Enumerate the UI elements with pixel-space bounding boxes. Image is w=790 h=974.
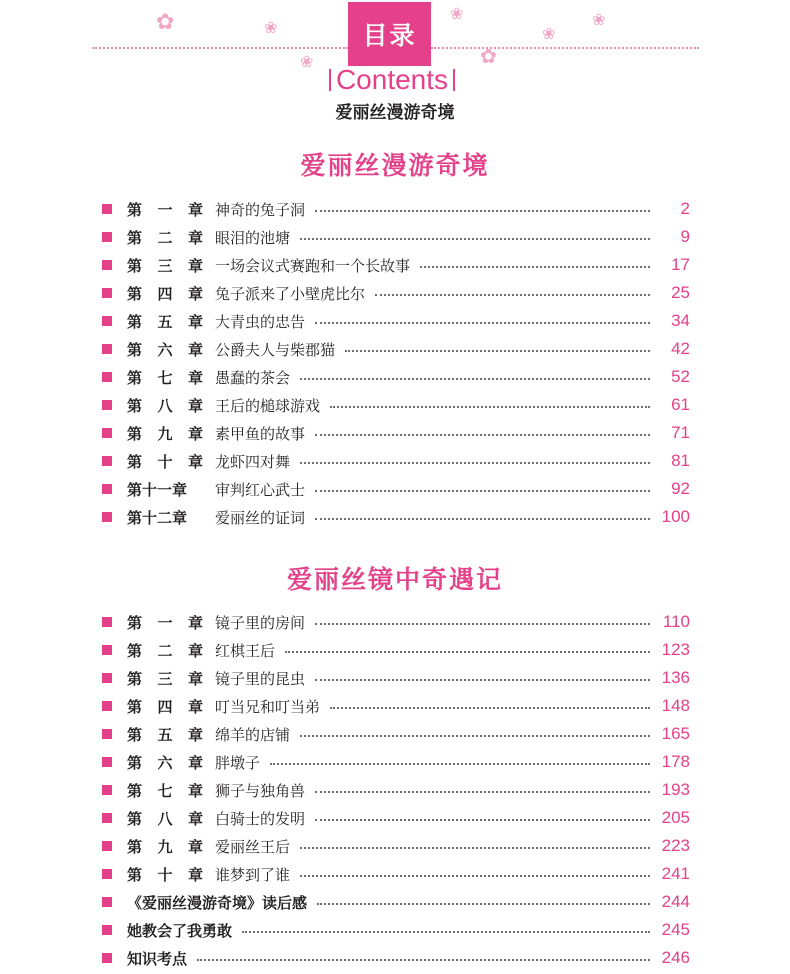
page-number: 81 bbox=[671, 451, 690, 470]
toc-row[interactable] bbox=[100, 195, 690, 223]
chapter-char: 第 bbox=[127, 809, 143, 828]
page-number: 71 bbox=[671, 423, 690, 442]
chapter-number bbox=[127, 199, 203, 220]
dot-leader bbox=[300, 238, 650, 240]
page-number: 223 bbox=[661, 836, 690, 855]
dotted-divider-left bbox=[92, 47, 348, 49]
chapter-char: 四 bbox=[157, 284, 173, 303]
chapter-title: 神奇的兔子洞 bbox=[215, 200, 306, 219]
dot-leader bbox=[375, 294, 650, 296]
chapter-title: 叮当兄和叮当弟 bbox=[215, 697, 321, 716]
dot-leader bbox=[315, 210, 650, 212]
chapter-number bbox=[127, 836, 203, 857]
square-bullet bbox=[102, 512, 112, 522]
chapter-char: 第 bbox=[127, 781, 143, 800]
chapter-title: 爱丽丝的证词 bbox=[215, 508, 306, 527]
square-bullet bbox=[102, 484, 112, 494]
chapter-char: 章 bbox=[187, 613, 203, 632]
toc-row[interactable] bbox=[100, 475, 690, 503]
chapter-number bbox=[127, 640, 203, 661]
toc-row-extra[interactable] bbox=[100, 916, 690, 944]
square-bullet bbox=[102, 701, 112, 711]
chapter-char: 第 bbox=[127, 865, 143, 884]
chapter-title: 谁梦到了谁 bbox=[215, 865, 291, 884]
square-bullet bbox=[102, 785, 112, 795]
toc-row[interactable] bbox=[100, 503, 690, 531]
chapter-title: 龙虾四对舞 bbox=[215, 452, 291, 471]
chapter-char: 十 bbox=[157, 865, 173, 884]
chapter-char: 二 bbox=[157, 641, 173, 660]
toc-row[interactable] bbox=[100, 307, 690, 335]
chapter-char: 七 bbox=[157, 368, 173, 387]
page-number: 42 bbox=[671, 339, 690, 358]
dot-leader bbox=[315, 490, 650, 492]
toc-row[interactable] bbox=[100, 776, 690, 804]
chapter-char: 章 bbox=[187, 284, 203, 303]
extra-title: 知识考点 bbox=[127, 949, 188, 968]
dot-leader bbox=[330, 406, 650, 408]
chapter-char: 章 bbox=[187, 368, 203, 387]
chapter-char: 三 bbox=[157, 669, 173, 688]
toc-row[interactable] bbox=[100, 720, 690, 748]
flower-icon: ❀ bbox=[450, 4, 464, 23]
chapter-char: 第十二章 bbox=[127, 508, 188, 527]
chapter-char: 一 bbox=[157, 613, 173, 632]
page-number: 17 bbox=[671, 255, 690, 274]
chapter-title: 审判红心武士 bbox=[215, 480, 306, 499]
chapter-char: 章 bbox=[187, 669, 203, 688]
chapter-char: 章 bbox=[187, 781, 203, 800]
chapter-number bbox=[127, 864, 203, 885]
chapter-number bbox=[127, 479, 203, 500]
chapter-char: 第 bbox=[127, 725, 143, 744]
chapter-char: 第 bbox=[127, 368, 143, 387]
chapter-title: 公爵夫人与柴郡猫 bbox=[215, 340, 336, 359]
page-number: 9 bbox=[680, 227, 690, 246]
dot-leader bbox=[300, 462, 650, 464]
chapter-number bbox=[127, 367, 203, 388]
square-bullet bbox=[102, 456, 112, 466]
contents-label bbox=[318, 64, 466, 96]
toc-row[interactable] bbox=[100, 636, 690, 664]
chapter-char: 章 bbox=[187, 725, 203, 744]
chapter-char: 第 bbox=[127, 256, 143, 275]
square-bullet bbox=[102, 925, 112, 935]
page-number: 123 bbox=[661, 640, 690, 659]
chapter-char: 第 bbox=[127, 697, 143, 716]
chapter-char: 四 bbox=[157, 697, 173, 716]
chapter-char: 第十一章 bbox=[127, 480, 188, 499]
dot-leader bbox=[300, 847, 650, 849]
dot-leader bbox=[315, 623, 650, 625]
chapter-title: 大青虫的忠告 bbox=[215, 312, 306, 331]
toc-row[interactable] bbox=[100, 608, 690, 636]
chapter-char: 第 bbox=[127, 613, 143, 632]
page-number: 246 bbox=[661, 948, 690, 967]
chapter-number bbox=[127, 808, 203, 829]
square-bullet bbox=[102, 645, 112, 655]
chapter-char: 七 bbox=[157, 781, 173, 800]
chapter-number bbox=[127, 724, 203, 745]
chapter-char: 章 bbox=[187, 865, 203, 884]
flower-icon: ❀ bbox=[592, 10, 606, 29]
chapter-title: 狮子与独角兽 bbox=[215, 781, 306, 800]
chapter-char: 章 bbox=[187, 809, 203, 828]
chapter-number bbox=[127, 451, 203, 472]
square-bullet bbox=[102, 400, 112, 410]
chapter-char: 章 bbox=[187, 256, 203, 275]
chapter-char: 九 bbox=[157, 837, 173, 856]
chapter-number bbox=[127, 283, 203, 304]
page-number: 193 bbox=[661, 780, 690, 799]
toc-row[interactable] bbox=[100, 363, 690, 391]
toc-row-extra[interactable] bbox=[100, 944, 690, 972]
chapter-char: 第 bbox=[127, 452, 143, 471]
chapter-char: 一 bbox=[157, 200, 173, 219]
page-number: 245 bbox=[661, 920, 690, 939]
chapter-char: 第 bbox=[127, 424, 143, 443]
toc-row[interactable] bbox=[100, 692, 690, 720]
page-number: 110 bbox=[662, 612, 690, 631]
page-number: 178 bbox=[661, 752, 690, 771]
chapter-title: 红棋王后 bbox=[215, 641, 276, 660]
square-bullet bbox=[102, 288, 112, 298]
chapter-title: 镜子里的昆虫 bbox=[215, 669, 306, 688]
chapter-char: 第 bbox=[127, 669, 143, 688]
chapter-char: 六 bbox=[157, 753, 173, 772]
flower-icon: ❀ bbox=[264, 18, 278, 37]
flower-icon: ❀ bbox=[300, 52, 314, 71]
chapter-char: 章 bbox=[187, 312, 203, 331]
toc-row[interactable] bbox=[100, 279, 690, 307]
toc-row[interactable] bbox=[100, 335, 690, 363]
chapter-char: 章 bbox=[187, 396, 203, 415]
chapter-char: 章 bbox=[187, 753, 203, 772]
chapter-number bbox=[127, 780, 203, 801]
square-bullet bbox=[102, 204, 112, 214]
dot-leader bbox=[300, 735, 650, 737]
chapter-title: 愚蠢的茶会 bbox=[215, 368, 291, 387]
dot-leader bbox=[315, 518, 650, 520]
toc-row[interactable] bbox=[100, 251, 690, 279]
flower-icon: ❀ bbox=[542, 24, 556, 43]
chapter-char: 八 bbox=[157, 809, 173, 828]
dot-leader bbox=[300, 875, 650, 877]
chapter-title: 胖墩子 bbox=[215, 753, 261, 772]
square-bullet bbox=[102, 232, 112, 242]
chapter-char: 六 bbox=[157, 340, 173, 359]
chapter-char: 章 bbox=[187, 641, 203, 660]
page-number: 244 bbox=[661, 892, 690, 911]
chapter-title: 一场会议式赛跑和一个长故事 bbox=[215, 256, 411, 275]
chapter-char: 第 bbox=[127, 228, 143, 247]
toc-row[interactable] bbox=[100, 223, 690, 251]
toc-row[interactable] bbox=[100, 391, 690, 419]
chapter-char: 五 bbox=[157, 725, 173, 744]
chapter-char: 十 bbox=[157, 452, 173, 471]
chapter-char: 第 bbox=[127, 340, 143, 359]
chapter-char: 章 bbox=[187, 200, 203, 219]
page-title: 目录 bbox=[348, 2, 431, 66]
chapter-char: 八 bbox=[157, 396, 173, 415]
dot-leader bbox=[315, 434, 650, 436]
square-bullet bbox=[102, 813, 112, 823]
square-bullet bbox=[102, 953, 112, 963]
toc-row[interactable] bbox=[100, 832, 690, 860]
chapter-char: 章 bbox=[187, 697, 203, 716]
page-number: 241 bbox=[661, 864, 690, 883]
square-bullet bbox=[102, 673, 112, 683]
square-bullet bbox=[102, 841, 112, 851]
square-bullet bbox=[102, 617, 112, 627]
dot-leader bbox=[317, 903, 650, 905]
dot-leader bbox=[197, 959, 650, 961]
dot-leader bbox=[270, 763, 650, 765]
square-bullet bbox=[102, 372, 112, 382]
chapter-number bbox=[127, 668, 203, 689]
dot-leader bbox=[420, 266, 650, 268]
chapter-title: 白骑士的发明 bbox=[215, 809, 306, 828]
page-number: 61 bbox=[671, 395, 690, 414]
toc-row-extra[interactable] bbox=[100, 888, 690, 916]
chapter-number bbox=[127, 612, 203, 633]
page-number: 205 bbox=[661, 808, 690, 827]
contents-text: Contents bbox=[335, 64, 449, 95]
chapter-char: 三 bbox=[157, 256, 173, 275]
chapter-char: 章 bbox=[187, 340, 203, 359]
divider-bar bbox=[329, 69, 331, 91]
chapter-char: 章 bbox=[187, 228, 203, 247]
page-number: 165 bbox=[661, 724, 690, 743]
chapter-title: 眼泪的池塘 bbox=[215, 228, 291, 247]
page-number: 2 bbox=[680, 199, 690, 218]
section-title: 爱丽丝镜中奇遇记 bbox=[286, 565, 503, 594]
page-number: 148 bbox=[661, 696, 690, 715]
page-number: 34 bbox=[671, 311, 690, 330]
chapter-number bbox=[127, 507, 203, 528]
chapter-title: 素甲鱼的故事 bbox=[215, 424, 306, 443]
chapter-char: 第 bbox=[127, 837, 143, 856]
square-bullet bbox=[102, 897, 112, 907]
chapter-char: 章 bbox=[187, 452, 203, 471]
chapter-char: 第 bbox=[127, 396, 143, 415]
extra-title: 她教会了我勇敢 bbox=[127, 921, 233, 940]
square-bullet bbox=[102, 869, 112, 879]
square-bullet bbox=[102, 344, 112, 354]
chapter-title: 兔子派来了小壁虎比尔 bbox=[215, 284, 366, 303]
dot-leader bbox=[330, 707, 650, 709]
dot-leader bbox=[315, 791, 650, 793]
chapter-title: 绵羊的店铺 bbox=[215, 725, 291, 744]
chapter-char: 章 bbox=[187, 424, 203, 443]
page-number: 92 bbox=[671, 479, 690, 498]
toc-row[interactable] bbox=[100, 419, 690, 447]
chapter-number bbox=[127, 311, 203, 332]
chapter-number bbox=[127, 395, 203, 416]
chapter-char: 第 bbox=[127, 641, 143, 660]
dot-leader bbox=[315, 322, 650, 324]
chapter-title: 爱丽丝王后 bbox=[215, 837, 291, 856]
chapter-char: 第 bbox=[127, 200, 143, 219]
section-title: 爱丽丝漫游奇境 bbox=[300, 151, 490, 180]
toc-row[interactable] bbox=[100, 664, 690, 692]
dot-leader bbox=[345, 350, 650, 352]
dot-leader bbox=[285, 651, 650, 653]
chapter-number bbox=[127, 227, 203, 248]
toc-row[interactable] bbox=[100, 447, 690, 475]
toc-row[interactable] bbox=[100, 748, 690, 776]
chapter-char: 九 bbox=[157, 424, 173, 443]
toc-header bbox=[0, 0, 790, 130]
chapter-char: 章 bbox=[187, 837, 203, 856]
dot-leader bbox=[315, 819, 650, 821]
square-bullet bbox=[102, 428, 112, 438]
square-bullet bbox=[102, 260, 112, 270]
flower-icon: ✿ bbox=[156, 10, 175, 35]
chapter-title: 王后的槌球游戏 bbox=[215, 396, 321, 415]
chapter-number bbox=[127, 339, 203, 360]
dotted-divider-right bbox=[431, 47, 699, 49]
toc-list bbox=[100, 608, 690, 972]
page-number: 25 bbox=[671, 283, 690, 302]
dot-leader bbox=[300, 378, 650, 380]
chapter-char: 五 bbox=[157, 312, 173, 331]
chapter-char: 第 bbox=[127, 753, 143, 772]
flower-icon: ✿ bbox=[480, 44, 497, 68]
chapter-title: 镜子里的房间 bbox=[215, 613, 306, 632]
page-number: 100 bbox=[661, 507, 690, 526]
chapter-number bbox=[127, 752, 203, 773]
square-bullet bbox=[102, 729, 112, 739]
dot-leader bbox=[242, 931, 650, 933]
chapter-char: 第 bbox=[127, 312, 143, 331]
page-number: 136 bbox=[661, 668, 690, 687]
toc-row[interactable] bbox=[100, 860, 690, 888]
toc-list bbox=[100, 195, 690, 531]
toc-row[interactable] bbox=[100, 804, 690, 832]
chapter-number bbox=[127, 696, 203, 717]
chapter-number bbox=[127, 423, 203, 444]
divider-bar bbox=[453, 69, 455, 91]
square-bullet bbox=[102, 316, 112, 326]
extra-title: 《爱丽丝漫游奇境》读后感 bbox=[127, 893, 308, 912]
square-bullet bbox=[102, 757, 112, 767]
book-subtitle: 爱丽丝漫游奇境 bbox=[335, 103, 455, 123]
chapter-char: 二 bbox=[157, 228, 173, 247]
page-number: 52 bbox=[671, 367, 690, 386]
chapter-char: 第 bbox=[127, 284, 143, 303]
chapter-number bbox=[127, 255, 203, 276]
dot-leader bbox=[315, 679, 650, 681]
